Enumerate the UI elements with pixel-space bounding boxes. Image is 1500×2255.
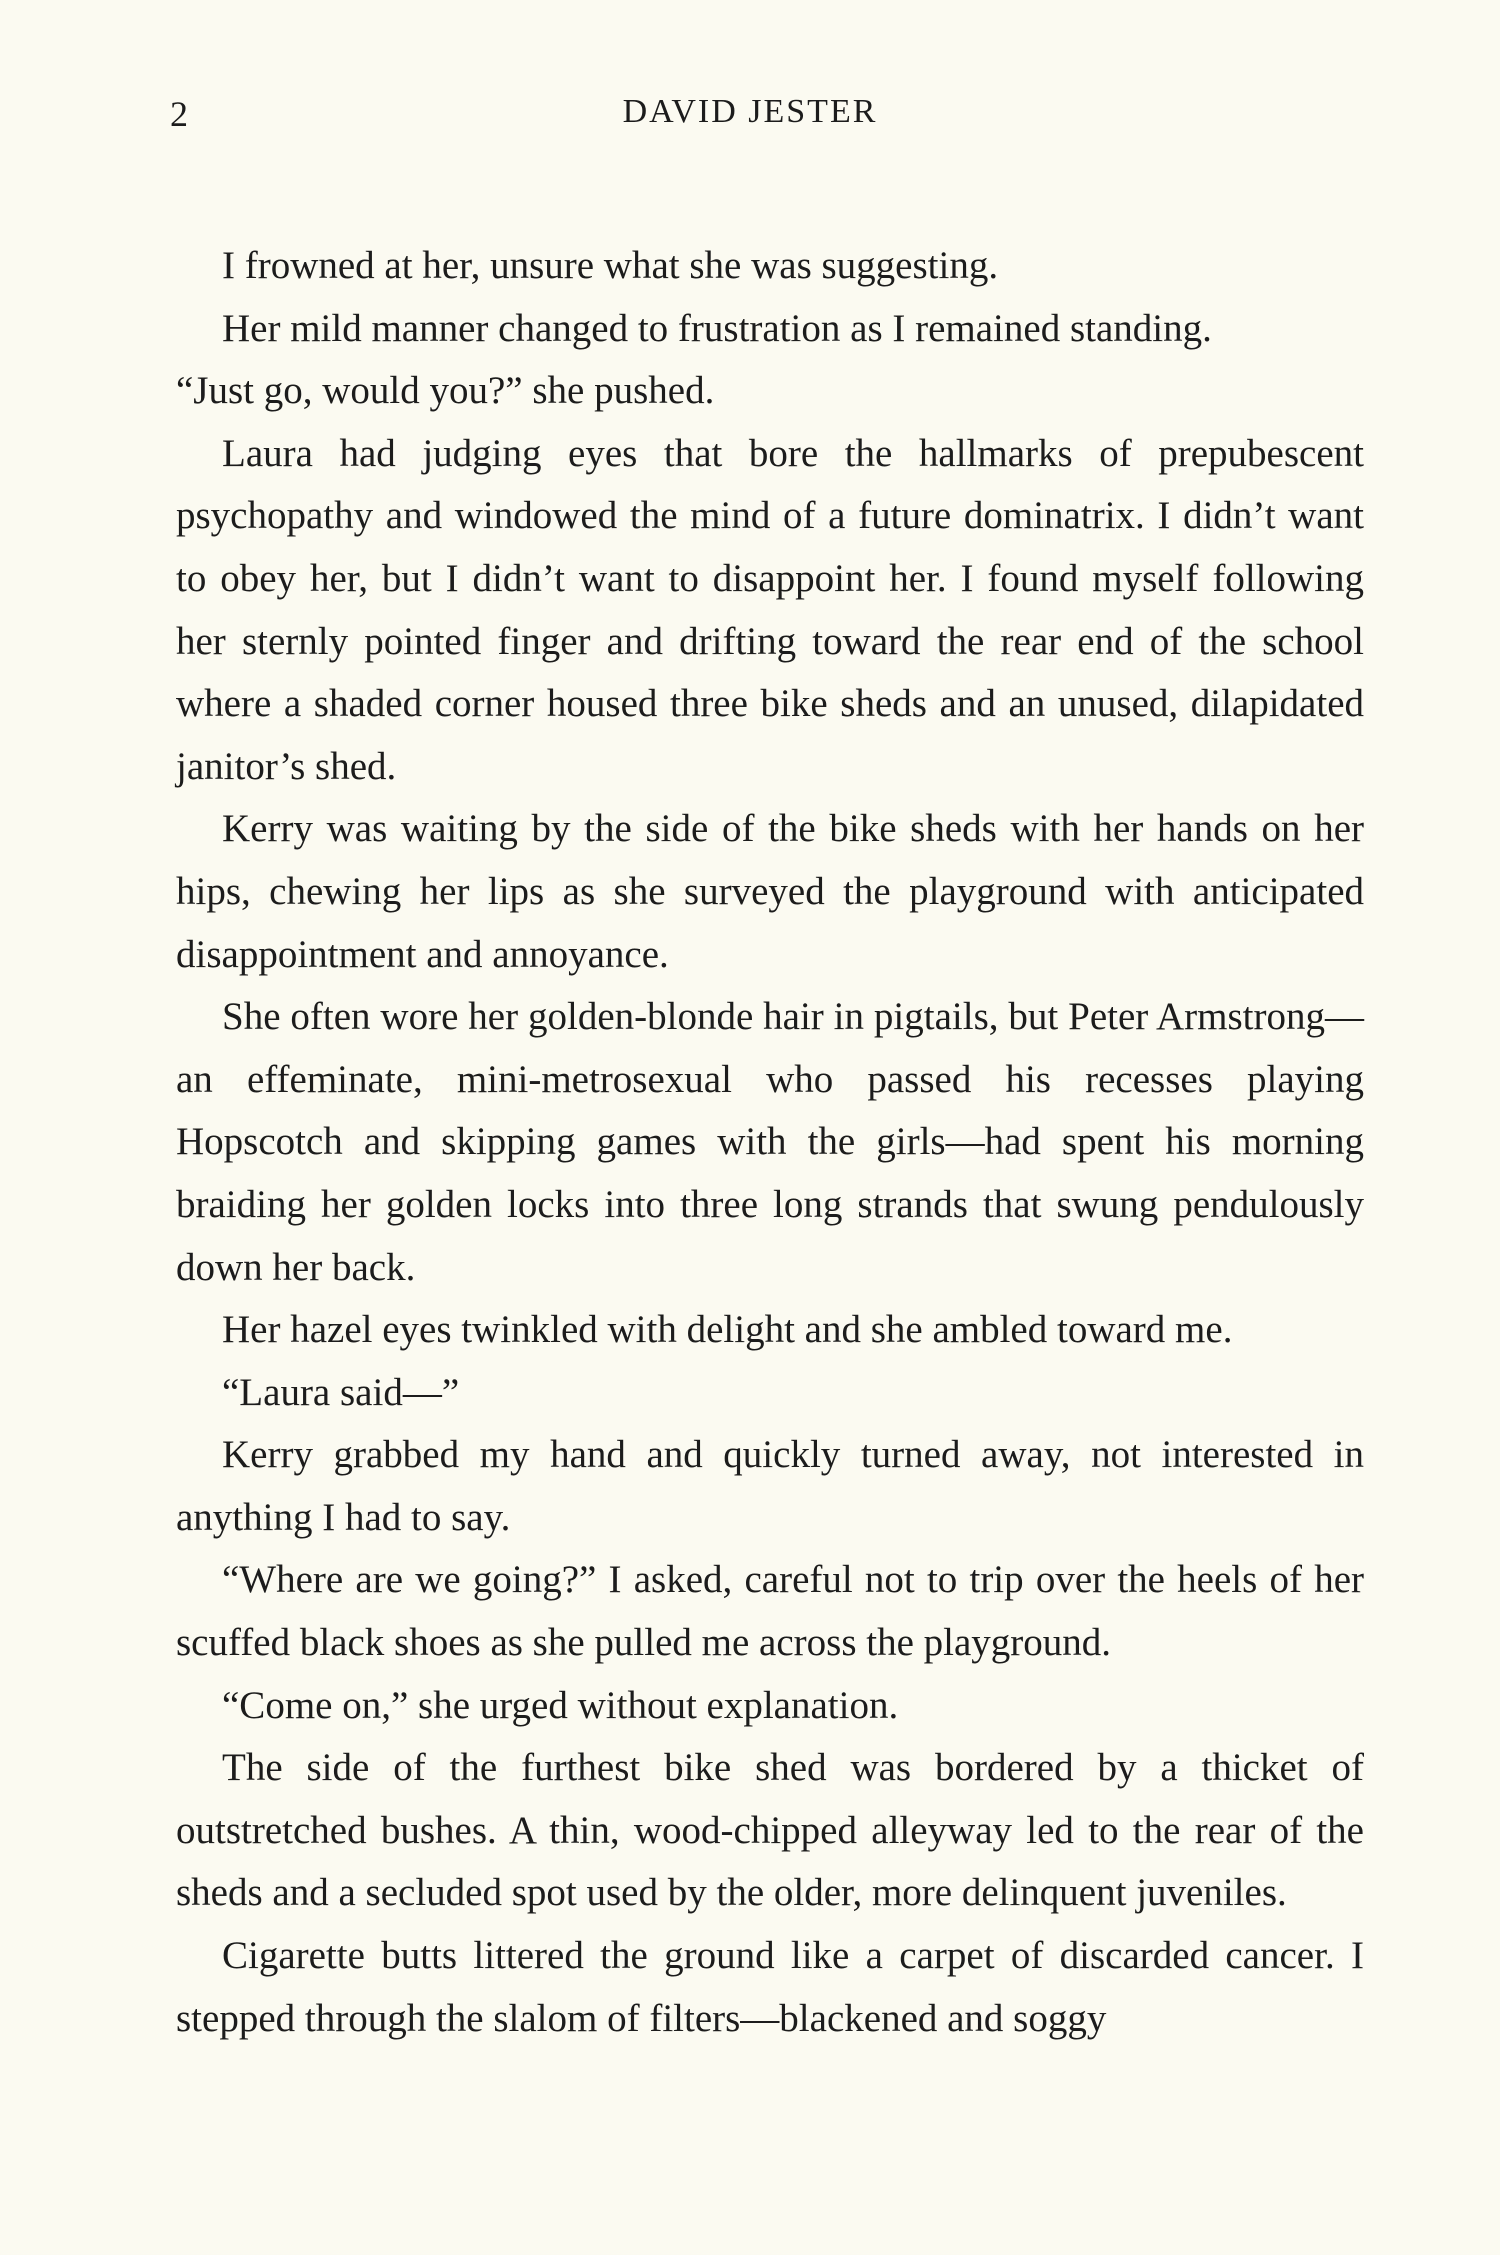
- paragraph: “Just go, would you?” she pushed.: [176, 369, 715, 413]
- paragraph: Her mild manner changed to frustration as I remained standing.: [222, 306, 1212, 350]
- paragraph: I frowned at her, unsure what she was suggesting.: [222, 244, 999, 287]
- body-text: [176, 235, 1364, 2050]
- paragraph: “Come on,” she urged without explanation.: [222, 1683, 899, 1727]
- paragraph: The side of the furthest bike shed was bordered by a thicket of outstretched bushes. A thin, wood-chipped alleyway led to the rear of the sheds and a secluded spot used by the older, more delinquent juveniles.: [176, 1746, 1364, 1915]
- paragraph: She often wore her golden-blonde hair in pigtails, but Peter Armstrong—an effeminate, mini-metrosexual who passed his recesses playing Hopscotch and skipping games with the girls—had spent his morning braiding her golden locks into three long strands that swung pendulously down her back.: [176, 995, 1364, 1289]
- paragraph: Kerry was waiting by the side of the bike sheds with her hands on her hips, chewing her lips as she surveyed the playground with anticipated disappointment and annoyance.: [176, 807, 1364, 976]
- paragraph: Cigarette butts littered the ground like a carpet of discarded cancer. I stepped through the slalom of filters—blackened and soggy: [176, 1934, 1364, 2040]
- running-head: DAVID JESTER: [622, 93, 878, 130]
- paragraph: “Laura said—”: [222, 1370, 460, 1414]
- paragraph: “Where are we going?” I asked, careful not to trip over the heels of her scuffed black shoes as she pulled me across the playground.: [176, 1558, 1364, 1665]
- paragraph: Laura had judging eyes that bore the hallmarks of prepubescent psychopathy and windowed the mind of a future dominatrix. I didn’t want to obey her, but I didn’t want to disappoint her. I found myself following her sternly pointed finger and drifting toward the rear end of the school where a shaded corner housed three bike sheds and an unused, dilapidated janitor’s shed.: [176, 431, 1364, 788]
- page-number: 2: [170, 94, 189, 134]
- paragraph: Kerry grabbed my hand and quickly turned away, not interested in anything I had to say.: [176, 1433, 1364, 1539]
- paragraph: Her hazel eyes twinkled with delight and she ambled toward me.: [222, 1308, 1233, 1352]
